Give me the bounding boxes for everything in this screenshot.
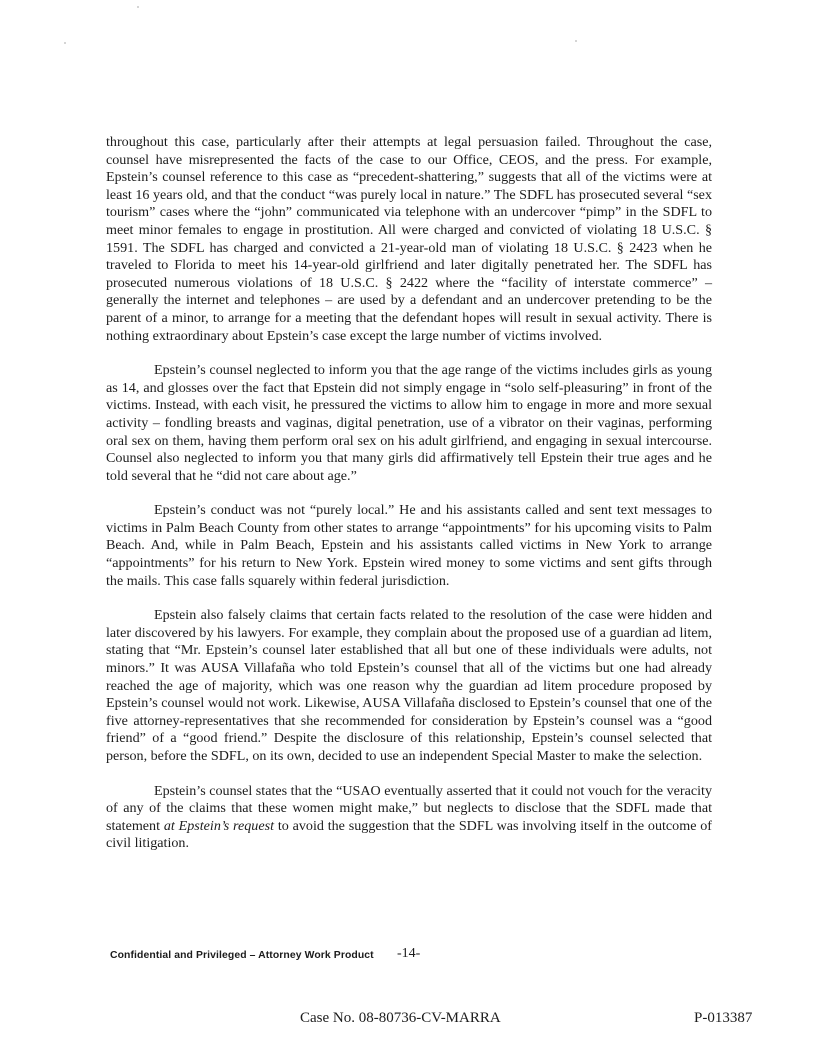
- body-paragraph: [106, 783, 712, 853]
- paragraph-text: to avoid the suggestion that the SDFL was involving itself in the outcome of civil litigation.: [106, 817, 712, 852]
- case-number: Case No. 08-80736-CV-MARRA: [300, 1010, 501, 1026]
- bates-number: P-013387: [694, 1010, 753, 1026]
- paragraph-text: Epstein’s counsel neglected to inform you that the age range of the victims includes girls as young as 14, and glosses over the fact that Epstein did not simply engage in “solo self-pleasuring” in front of the victims. Instead, with each visit, he pressured the victims to allow him to engage in more and more sexual activity – fondling breasts and vaginas, digital penetration, use of a vibrator on their vaginas, performing oral sex on them, having them perform oral sex on his adult girlfriend, and engaging in sexual intercourse. Counsel also neglected to inform you that many girls did affirmatively tell Epstein their true ages and he told several that he “did not care about age.”: [106, 362, 712, 484]
- paragraph-text: Epstein also falsely claims that certain facts related to the resolution of the case were hidden and later discovered by his lawyers. For example, they complain about the proposed use of a guardian ad litem, stating that “Mr. Epstein’s counsel later established that all but one of these individuals were adults, not minors.” It was AUSA Villafaña who told Epstein’s counsel that all of the victims but one had already reached the age of majority, which was one reason why the guardian ad litem procedure proposed by Epstein’s counsel would not work. Likewise, AUSA Villafaña disclosed to Epstein’s counsel that one of the five attorney-representatives that she recommended for consideration by Epstein’s counsel was a “good friend” of a “good friend.” Despite the disclosure of this relationship, Epstein’s counsel selected that person, before the SDFL, on its own, decided to use an independent Special Master to make the selection.: [106, 607, 712, 764]
- scan-speck: [575, 40, 577, 42]
- confidentiality-label: Confidential and Privileged – Attorney Work Product: [110, 950, 374, 961]
- body-paragraph: [106, 502, 712, 590]
- body-paragraph: [106, 607, 712, 765]
- document-body: [106, 134, 712, 870]
- body-paragraph: [106, 134, 712, 345]
- body-paragraph: [106, 362, 712, 485]
- scan-speck: [64, 42, 66, 44]
- paragraph-text: Epstein’s conduct was not “purely local.” He and his assistants called and sent text messages to victims in Palm Beach County from other states to arrange “appointments” for his upcoming visits to Palm Beach. And, while in Palm Beach, Epstein and his assistants called victims in New York to arrange “appointments” for his return to New York. Epstein wired money to some victims and sent gifts through the mails. This case falls squarely within federal jurisdiction.: [106, 502, 712, 589]
- paragraph-text: Epstein’s counsel states that the “USAO eventually asserted that it could not vouch for the veracity of any of the claims that these women might make,” but neglects to disclose that the SDFL made that statement: [106, 782, 712, 834]
- scan-speck: [137, 6, 139, 8]
- paragraph-text: throughout this case, particularly after their attempts at legal persuasion failed. Throughout the case, counsel have misrepresented the facts of the case to our Office, CEOS, and the press. For example, Epstein’s counsel reference to this case as “precedent-shattering,” suggests that all of the victims were at least 16 years old, and that the conduct “was purely local in nature.” The SDFL has prosecuted several “sex tourism” cases where the “john” communicated via telephone with an undercover “pimp” in the SDFL to meet minor females to engage in prostitution. All were charged and convicted of violating 18 U.S.C. § 1591. The SDFL has charged and convicted a 21-year-old man of violating 18 U.S.C. § 2423 when he traveled to Florida to meet his 14-year-old girlfriend and later digitally penetrated her. The SDFL has prosecuted numerous violations of 18 U.S.C. § 2422 where the “facility of interstate commerce” – generally the internet and telephones – are used by a defendant and an undercover pretending to be the parent of a minor, to arrange for a meeting that the defendant hopes will result in sexual activity. There is nothing extraordinary about Epstein’s case except the large number of victims involved.: [106, 134, 712, 344]
- emphasized-text: at Epstein’s request: [163, 817, 275, 834]
- page-number: -14-: [397, 946, 421, 961]
